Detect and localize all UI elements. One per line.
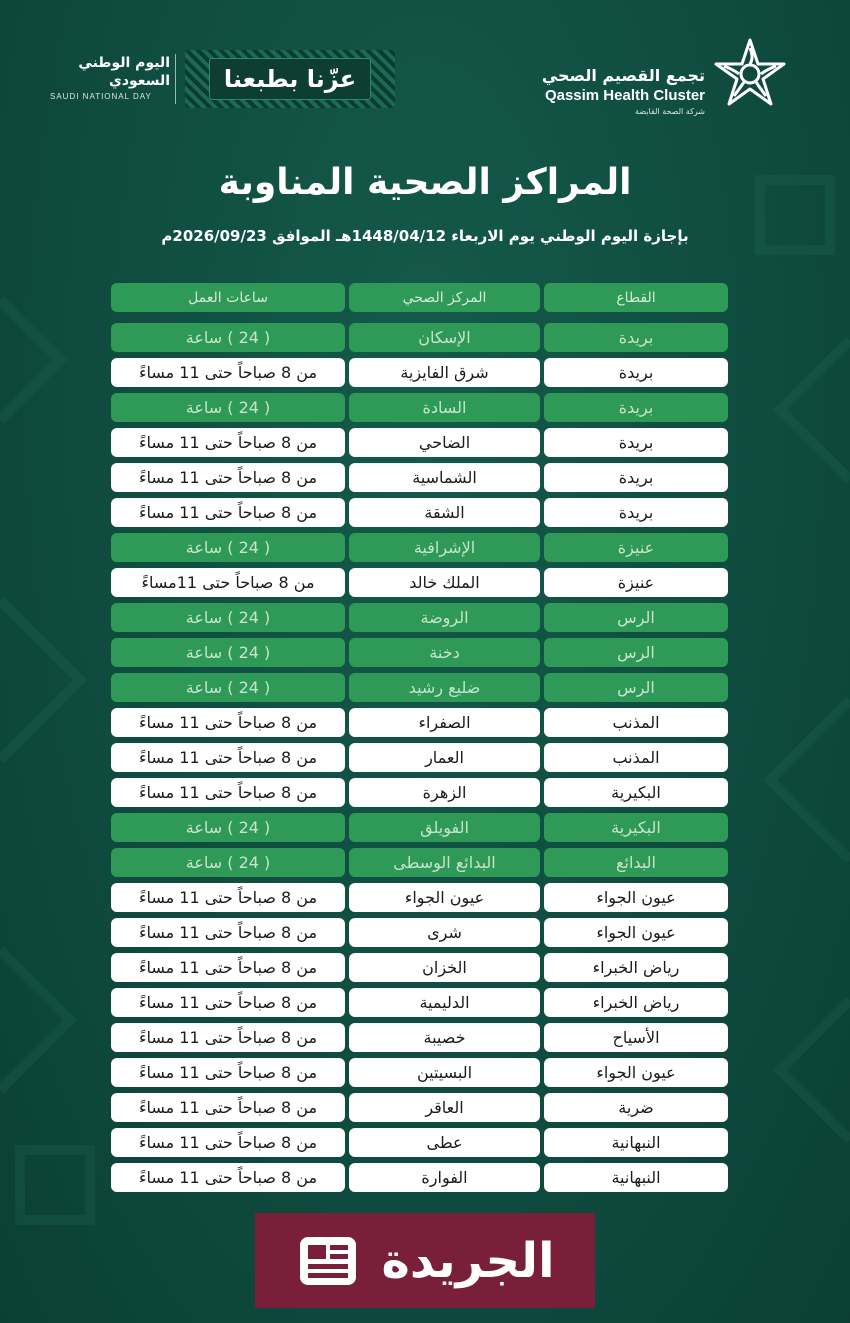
hours-cell: من 8 صباحاً حتى 11 مساءً <box>111 1163 345 1192</box>
center-cell: الدليمية <box>349 988 540 1017</box>
center-cell: العمار <box>349 743 540 772</box>
center-cell: السادة <box>349 393 540 422</box>
sector-cell: الرس <box>544 638 728 667</box>
sector-cell: عيون الجواء <box>544 1058 728 1087</box>
saudi-national-day-logo <box>50 54 170 101</box>
center-cell: الضاحي <box>349 428 540 457</box>
hours-cell: ( 24 ) ساعة <box>111 813 345 842</box>
table-row <box>111 1058 728 1087</box>
sector-cell: عنيزة <box>544 568 728 597</box>
center-cell: الشقة <box>349 498 540 527</box>
table-row <box>111 1093 728 1122</box>
hours-cell: من 8 صباحاً حتى 11 مساءً <box>111 883 345 912</box>
table-header-row <box>111 283 728 312</box>
hours-cell: من 8 صباحاً حتى 11 مساءً <box>111 1058 345 1087</box>
center-cell: خصيبة <box>349 1023 540 1052</box>
center-cell: البدائع الوسطى <box>349 848 540 877</box>
center-cell: شرى <box>349 918 540 947</box>
slogan-badge <box>185 50 395 108</box>
center-cell: الملك خالد <box>349 568 540 597</box>
sector-cell: المذنب <box>544 743 728 772</box>
hours-cell: من 8 صباحاً حتى 11 مساءً <box>111 988 345 1017</box>
sector-cell: عيون الجواء <box>544 918 728 947</box>
sector-cell: البكيرية <box>544 778 728 807</box>
hours-cell: من 8 صباحاً حتى 11 مساءً <box>111 358 345 387</box>
table-row <box>111 883 728 912</box>
hours-cell: ( 24 ) ساعة <box>111 603 345 632</box>
slogan-inner <box>209 58 371 100</box>
hours-cell: ( 24 ) ساعة <box>111 848 345 877</box>
table-row <box>111 848 728 877</box>
header <box>0 30 850 140</box>
table-row <box>111 1163 728 1192</box>
hours-cell: من 8 صباحاً حتى 11 مساءً <box>111 1093 345 1122</box>
table-row <box>111 988 728 1017</box>
sector-cell: الرس <box>544 603 728 632</box>
sdn-line-2: السعودي <box>109 73 170 89</box>
sector-cell: رياض الخبراء <box>544 953 728 982</box>
table-row <box>111 533 728 562</box>
table-row <box>111 603 728 632</box>
slogan-text: عزّنا بطبعنا <box>223 65 357 93</box>
center-cell: الفوارة <box>349 1163 540 1192</box>
table-row <box>111 813 728 842</box>
table-row <box>111 1023 728 1052</box>
hours-cell: ( 24 ) ساعة <box>111 323 345 352</box>
table-row <box>111 463 728 492</box>
footer-brand-banner <box>255 1213 595 1308</box>
center-cell: ضليع رشيد <box>349 673 540 702</box>
center-cell: الخزان <box>349 953 540 982</box>
table-row <box>111 708 728 737</box>
qhc-arabic-name: تجمع القصيم الصحي <box>541 66 705 85</box>
hours-cell: من 8 صباحاً حتى 11 مساءً <box>111 918 345 947</box>
column-header-hours: ساعات العمل <box>111 283 345 312</box>
sector-cell: الأسياح <box>544 1023 728 1052</box>
center-cell: الزهرة <box>349 778 540 807</box>
table-row <box>111 743 728 772</box>
hours-cell: من 8 صباحاً حتى 11 مساءً <box>111 463 345 492</box>
hours-cell: من 8 صباحاً حتى 11 مساءً <box>111 1128 345 1157</box>
sector-cell: المذنب <box>544 708 728 737</box>
center-cell: دخنة <box>349 638 540 667</box>
hours-cell: من 8 صباحاً حتى 11 مساءً <box>111 743 345 772</box>
center-cell: الإسكان <box>349 323 540 352</box>
hours-cell: من 8 صباحاً حتى 11 مساءً <box>111 428 345 457</box>
table-row <box>111 568 728 597</box>
sector-cell: البكيرية <box>544 813 728 842</box>
hours-cell: من 8 صباحاً حتى 11 مساءً <box>111 778 345 807</box>
sector-cell: البدائع <box>544 848 728 877</box>
qhc-english-name: Qassim Health Cluster <box>544 87 705 104</box>
column-header-sector: القطاع <box>544 283 728 312</box>
hours-cell: ( 24 ) ساعة <box>111 673 345 702</box>
header-divider <box>175 54 176 104</box>
sector-cell: النبهانية <box>544 1128 728 1157</box>
hours-cell: من 8 صباحاً حتى 11 مساءً <box>111 953 345 982</box>
sector-cell: الرس <box>544 673 728 702</box>
center-cell: عيون الجواء <box>349 883 540 912</box>
sector-cell: بريدة <box>544 463 728 492</box>
page-subtitle: بإجازة اليوم الوطني يوم الاربعاء 1448/04/12هـ الموافق 2026/09/23م <box>161 227 689 245</box>
sdn-line-1: اليوم الوطني <box>78 55 170 71</box>
star-logo-icon <box>706 34 794 122</box>
center-cell: العاقر <box>349 1093 540 1122</box>
center-cell: البسيتين <box>349 1058 540 1087</box>
hours-cell: ( 24 ) ساعة <box>111 533 345 562</box>
center-cell: الفويلق <box>349 813 540 842</box>
hours-cell: من 8 صباحاً حتى 11 مساءً <box>111 1023 345 1052</box>
qhc-subtitle: شركة الصحة القابضة <box>635 107 705 116</box>
column-header-center: المركز الصحي <box>349 283 540 312</box>
table-row <box>111 323 728 352</box>
center-cell: الشماسية <box>349 463 540 492</box>
sector-cell: رياض الخبراء <box>544 988 728 1017</box>
center-cell: الصفراء <box>349 708 540 737</box>
center-cell: عطى <box>349 1128 540 1157</box>
sector-cell: عنيزة <box>544 533 728 562</box>
sector-cell: بريدة <box>544 323 728 352</box>
table-row <box>111 1128 728 1157</box>
hours-cell: ( 24 ) ساعة <box>111 393 345 422</box>
page-title: المراكز الصحية المناوبة <box>218 162 632 203</box>
table-row <box>111 393 728 422</box>
center-cell: شرق الفايزية <box>349 358 540 387</box>
sector-cell: بريدة <box>544 498 728 527</box>
hours-cell: من 8 صباحاً حتى 11 مساءً <box>111 708 345 737</box>
sector-cell: بريدة <box>544 358 728 387</box>
hours-cell: من 8 صباحاً حتى 11مساءً <box>111 568 345 597</box>
center-cell: الإشرافية <box>349 533 540 562</box>
table-row <box>111 428 728 457</box>
hours-cell: ( 24 ) ساعة <box>111 638 345 667</box>
sector-cell: عيون الجواء <box>544 883 728 912</box>
hours-cell: من 8 صباحاً حتى 11 مساءً <box>111 498 345 527</box>
sector-cell: ضرية <box>544 1093 728 1122</box>
table-row <box>111 638 728 667</box>
sector-cell: النبهانية <box>544 1163 728 1192</box>
sdn-english: SAUDI NATIONAL DAY <box>50 92 152 101</box>
table-row <box>111 673 728 702</box>
newspaper-icon <box>296 1233 360 1289</box>
footer-brand-name: الجريدة <box>381 1232 555 1289</box>
center-cell: الروضة <box>349 603 540 632</box>
table-row <box>111 778 728 807</box>
table-row <box>111 918 728 947</box>
table-row <box>111 358 728 387</box>
table-row <box>111 498 728 527</box>
qassim-health-cluster-logo <box>505 66 705 118</box>
sector-cell: بريدة <box>544 428 728 457</box>
table-row <box>111 953 728 982</box>
sector-cell: بريدة <box>544 393 728 422</box>
